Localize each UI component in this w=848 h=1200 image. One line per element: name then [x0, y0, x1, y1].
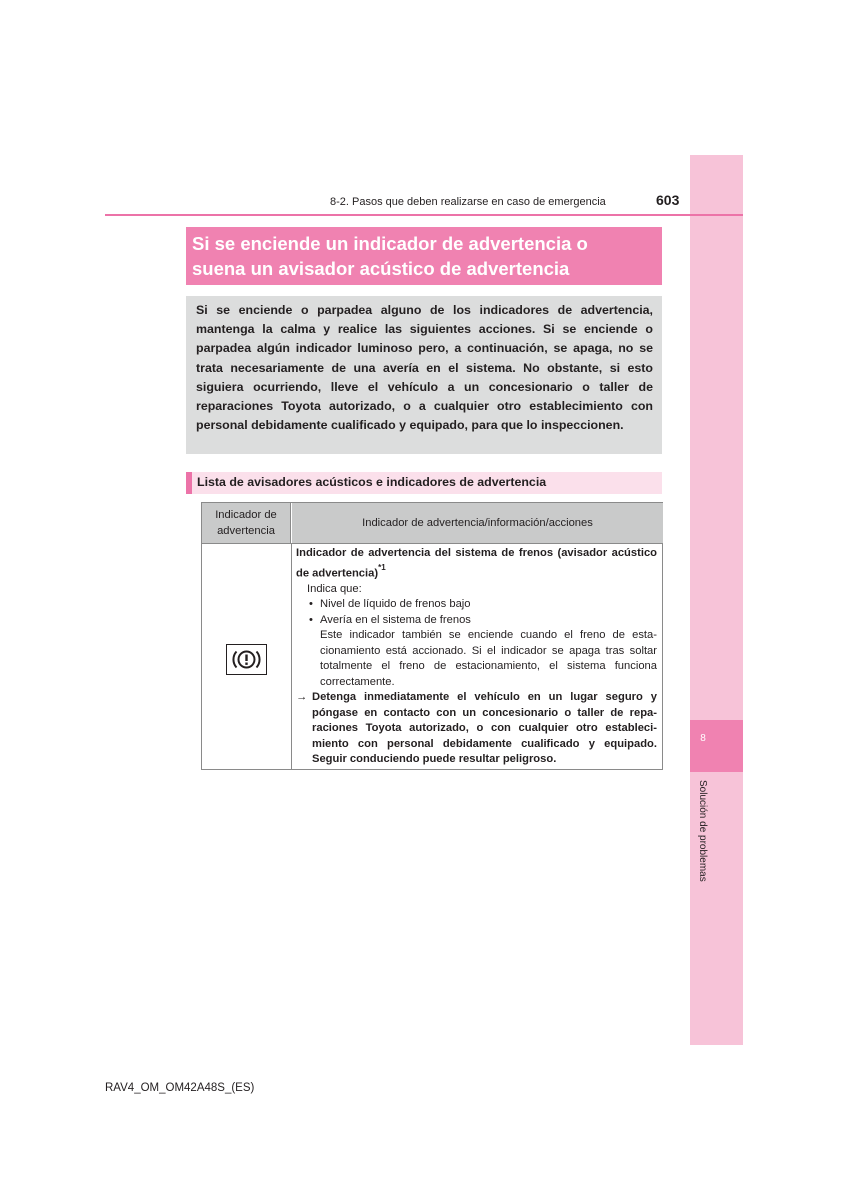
table-header-indicator: Indicador de advertencia [202, 503, 291, 543]
list-item: • Avería en el sistema de frenos [296, 613, 657, 629]
list-item: • Nivel de líquido de frenos bajo [296, 597, 657, 613]
page-number: 603 [656, 192, 680, 208]
table-column-divider [291, 544, 292, 770]
footnote-marker: *1 [378, 562, 386, 572]
subheading-accent-bar [186, 472, 192, 494]
brake-warning-title-text: Indicador de advertencia del sistema de frenos (avisador acústico de advertencia) [296, 547, 657, 580]
indica-que-label: Indica que: [307, 582, 362, 595]
side-tab-active-chapter [690, 720, 743, 772]
side-tab-chapter-label: Solución de problemas [697, 780, 708, 882]
action-instruction [296, 690, 657, 768]
arrow-right-icon: → [296, 691, 308, 704]
intro-box [186, 296, 662, 454]
header-divider [105, 214, 743, 216]
intro-text: Si se enciende o parpadea alguno de los indicadores de advertencia, mantenga la calma y realice las siguientes acciones. Si se enciende o parpadea algún indicador luminoso pero, a continuación, se apaga, no se trata necesariamente de una avería en el sistema. No obstante, si esto siguiera ocurriendo, lleve el vehículo a un concesionario o taller de reparaciones Toyota autorizado, o a cualquier otro establecimiento con personal debidamente cualificado y equipado, para que lo inspeccionen. [196, 303, 653, 433]
action-instruction-text: Detenga inmediatamente el vehículo en un lugar seguro y póngase en contacto con un concesionario o taller de reparaciones Toyota autorizado, o con cualquier otro establecimiento con personal debidamente cualificado y equipado. Seguir conduciendo puede resultar peligroso. [312, 691, 657, 766]
table-row-divider [202, 543, 662, 544]
parking-brake-note: Este indicador también se enciende cuando el freno de estacionamiento está accionado. Si el indicador se apaga tras soltar totalmente el freno de estacionamiento, el sistema funciona correctamente. [320, 629, 657, 688]
brake-warning-title [296, 546, 657, 582]
section-title-line1: Si se enciende un indicador de advertencia o [192, 233, 588, 254]
section-title-box [186, 227, 662, 285]
section-title-line2: suena un avisador acústico de advertencia [192, 258, 570, 279]
brake-warning-icon [226, 644, 267, 675]
brake-warning-icon-graphic [227, 645, 266, 674]
side-tab [690, 155, 743, 1045]
header-section-title: 8-2. Pasos que deben realizarse en caso de emergencia [330, 196, 606, 208]
warning-table [201, 502, 663, 770]
subheading-text: Lista de avisadores acústicos e indicadores de advertencia [197, 475, 547, 489]
subheading-box [186, 472, 662, 494]
footer-document-code: RAV4_OM_OM42A48S_(ES) [105, 1082, 255, 1094]
table-row-description [296, 546, 657, 768]
side-tab-chapter-number: 8 [700, 733, 706, 744]
table-header-actions: Indicador de advertencia/información/acciones [292, 503, 663, 543]
